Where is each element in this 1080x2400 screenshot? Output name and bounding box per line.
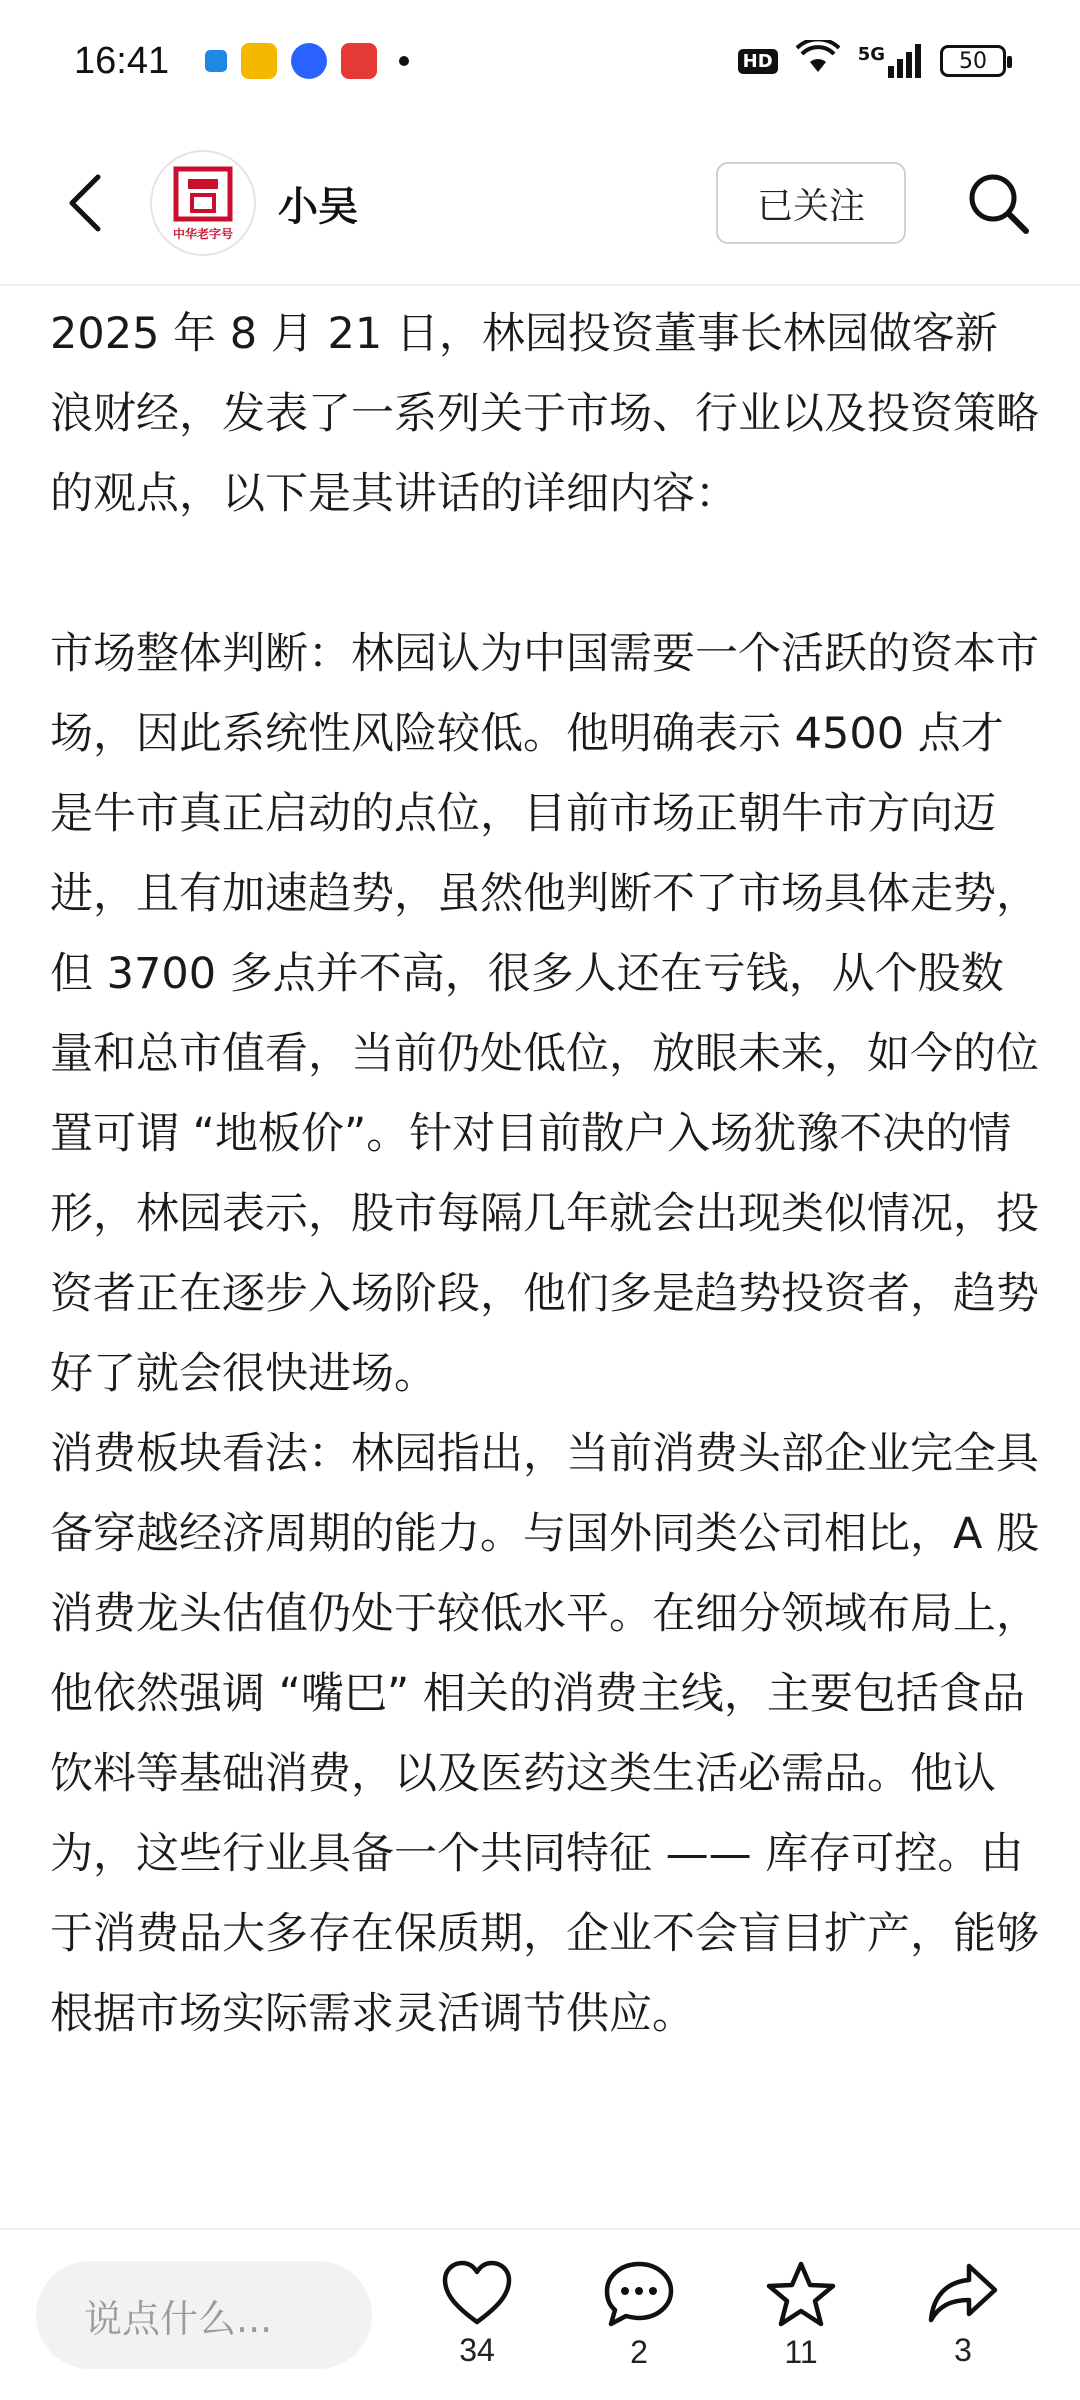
cellular-signal-icon: [858, 44, 922, 78]
comment-input[interactable]: 说点什么...: [36, 2261, 372, 2369]
comment-button[interactable]: [558, 2260, 720, 2371]
chevron-left-icon: [64, 173, 104, 233]
back-button[interactable]: [44, 163, 124, 243]
article-body: [50, 294, 1040, 2054]
comment-bubble-icon: [603, 2260, 675, 2328]
share-count: 3: [954, 2331, 972, 2368]
wifi-icon: [796, 40, 840, 83]
hd-icon: HD: [738, 49, 778, 74]
comment-count: 2: [630, 2333, 648, 2370]
search-icon: [966, 171, 1030, 235]
star-icon: [765, 2260, 837, 2328]
article-paragraph: 2025 年 8 月 21 日，林园投资董事长林园做客新浪财经，发表了一系列关于市场、行业以及投资策略的观点，以下是其讲话的详细内容：: [50, 309, 1039, 519]
pinduoduo-icon: [341, 43, 377, 79]
article-paragraph: 消费板块看法：林园指出，当前消费头部企业完全具备穿越经济周期的能力。与国外同类公司相比，A 股消费龙头估值仍处于较低水平。在细分领域布局上，他依然强调 “嘴巴” 相关的消费主线，主要包括食品饮料等基础消费，以及医药这类生活必需品。他认为，这些行业具备一个共同特征 —— 库存可控。由于消费品大多存在保质期，企业不会盲目扩产，能够根据市场实际需求灵活调节供应。: [50, 1429, 1040, 2039]
bottom-action-bar: [0, 2228, 1080, 2400]
avatar[interactable]: [150, 150, 256, 256]
meituan-icon: [241, 43, 277, 79]
app-blue-icon: [205, 50, 227, 72]
follow-button[interactable]: 已关注: [716, 162, 906, 244]
status-bar: [0, 0, 1080, 122]
favorite-count: 11: [784, 2333, 818, 2370]
post-header: [0, 122, 1080, 286]
share-button[interactable]: [882, 2260, 1044, 2371]
more-notifications-icon: [399, 56, 409, 66]
network-type-label: 5G: [857, 44, 885, 65]
user-name[interactable]: 小吴: [278, 183, 358, 230]
favorite-button[interactable]: [720, 2260, 882, 2371]
baidu-icon: [291, 43, 327, 79]
share-arrow-icon: [927, 2260, 999, 2326]
like-button[interactable]: [396, 2260, 558, 2371]
article-paragraph: 市场整体判断：林园认为中国需要一个活跃的资本市场，因此系统性风险较低。他明确表示 4500 点才是牛市真正启动的点位，目前市场正朝牛市方向迈进，且有加速趋势，虽然他判断不了市场具体走势，但 3700 多点并不高，很多人还在亏钱，从个股数量和总市值看，当前仍处低位，放眼未来，如今的位置可谓 “地板价”。针对目前散户入场犹豫不决的情形，林园表示，股市每隔几年就会出现类似情况，投资者正在逐步入场阶段，他们多是趋势投资者，趋势好了就会很快进场。: [50, 629, 1039, 1399]
notification-icons: [205, 43, 409, 79]
heart-icon: [441, 2260, 513, 2326]
search-button[interactable]: [958, 163, 1038, 243]
like-count: 34: [459, 2331, 495, 2368]
battery-icon: 50: [940, 45, 1006, 77]
status-time: 16:41: [74, 39, 170, 82]
avatar-logo-text: 中华老字号: [172, 226, 233, 241]
logo-seal-icon: [172, 165, 234, 223]
